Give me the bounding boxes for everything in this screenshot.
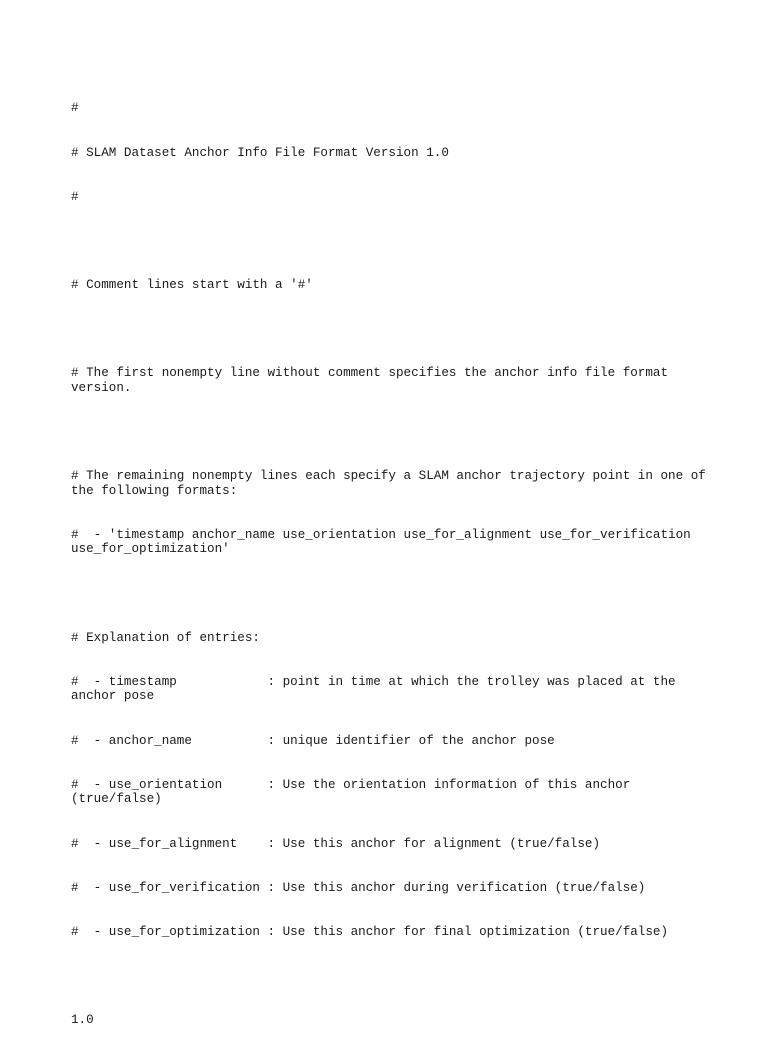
comment-line: # The remaining nonempty lines each specify a SLAM anchor trajectory point in one of the following formats: [71, 468, 714, 498]
comment-line: # The first nonempty line without comment specifies the anchor info file format version. [71, 366, 676, 395]
blank-line [71, 969, 711, 984]
comment-line: # Explanation of entries: [71, 630, 260, 645]
entry-use-orientation: # - use_orientation : Use the orientation information of this anchor (true/false) [71, 777, 638, 807]
entry-anchor-name: # - anchor_name : unique identifier of the anchor pose [71, 733, 555, 748]
entry-use-for-alignment: # - use_for_alignment : Use this anchor for alignment (true/false) [71, 836, 601, 851]
entry-use-for-verification: # - use_for_verification : Use this anchor during verification (true/false) [71, 880, 646, 895]
blank-line [71, 425, 711, 440]
document-body [71, 72, 714, 1042]
title-line: # SLAM Dataset Anchor Info File Format Version 1.0 [71, 145, 449, 160]
entry-use-for-optimization: # - use_for_optimization : Use this anchor for final optimization (true/false) [71, 924, 669, 939]
version-value: 1.0 [71, 1012, 94, 1027]
entry-timestamp: # - timestamp : point in time at which the trolley was placed at the anchor pose [71, 674, 684, 704]
blank-line [71, 322, 711, 337]
format-line: # - 'timestamp anchor_name use_orientation use_for_alignment use_for_verification use_for_optimization' [71, 527, 699, 557]
blank-line [71, 587, 711, 602]
blank-line [71, 234, 711, 249]
comment-line: # [71, 189, 79, 204]
comment-line: # [71, 101, 79, 116]
comment-line: # Comment lines start with a '#' [71, 277, 313, 292]
